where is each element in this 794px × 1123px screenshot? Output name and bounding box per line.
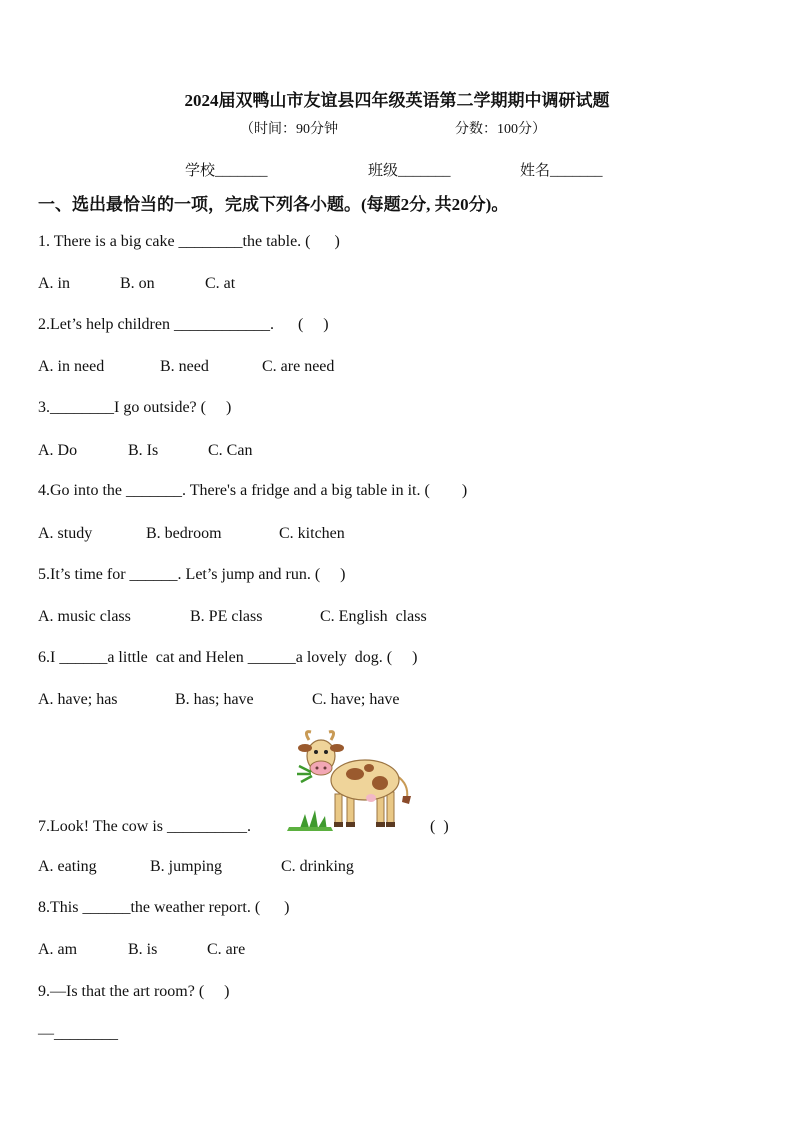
question-7-option-a: A. eating	[38, 858, 97, 875]
question-5: 5.It’s time for ______. Let’s jump and run. ( )	[38, 566, 346, 583]
question-6-option-b: B. has; have	[175, 691, 254, 708]
cow-eating-grass-icon	[285, 728, 420, 833]
answer-line: —________	[38, 1025, 118, 1042]
question-5-option-a: A. music class	[38, 608, 131, 625]
question-4-option-c: C. kitchen	[279, 525, 345, 542]
question-7-option-b: B. jumping	[150, 858, 223, 875]
exam-time: （时间：90分钟	[240, 122, 338, 137]
question-1-option-a: A. in	[38, 275, 70, 292]
question-4-option-b: B. bedroom	[146, 525, 222, 542]
question-3-option-c: C. Can	[208, 442, 253, 459]
question-6-option-a: A. have; has	[38, 691, 118, 708]
page-title: 2024届双鸭山市友谊县四年级英语第二学期期中调研试题	[184, 91, 610, 110]
question-2-option-b: B. need	[160, 358, 209, 375]
question-5-option-b: B. PE class	[190, 608, 263, 625]
question-6-option-c: C. have; have	[312, 691, 400, 708]
question-7-answer-paren: ( )	[430, 818, 449, 835]
question-4: 4.Go into the _______. There's a fridge and a big table in it. ( )	[38, 482, 468, 499]
question-6: 6.I ______a little cat and Helen ______a lovely dog. ( )	[38, 649, 418, 666]
question-7: 7.Look! The cow is __________.	[38, 818, 252, 835]
question-1-option-b: B. on	[120, 275, 155, 292]
question-3-option-b: B. Is	[128, 442, 159, 459]
question-2-option-c: C. are need	[262, 358, 335, 375]
class-field: 班级_______	[368, 163, 451, 179]
question-8-option-b: B. is	[128, 941, 158, 958]
exam-score: 分数：100分）	[455, 122, 546, 137]
school-field: 学校_______	[185, 163, 268, 179]
question-1: 1. There is a big cake ________the table. ( )	[38, 233, 340, 250]
name-field: 姓名_______	[520, 163, 603, 179]
question-2-option-a: A. in need	[38, 358, 105, 375]
question-8-option-c: C. are	[207, 941, 246, 958]
question-3: 3.________I go outside? ( )	[38, 399, 232, 416]
question-9: 9.—Is that the art room? ( )	[38, 983, 230, 1000]
question-7-option-c: C. drinking	[281, 858, 354, 875]
question-3-option-a: A. Do	[38, 442, 78, 459]
question-8: 8.This ______the weather report. ( )	[38, 899, 290, 916]
section-heading: 一、选出最恰当的一项，完成下列各小题。(每题2分, 共20分)。	[38, 195, 509, 214]
question-1-option-c: C. at	[205, 275, 236, 292]
question-4-option-a: A. study	[38, 525, 93, 542]
question-5-option-c: C. English class	[320, 608, 427, 625]
question-8-option-a: A. am	[38, 941, 78, 958]
question-2: 2.Let’s help children ____________. ( )	[38, 316, 329, 333]
